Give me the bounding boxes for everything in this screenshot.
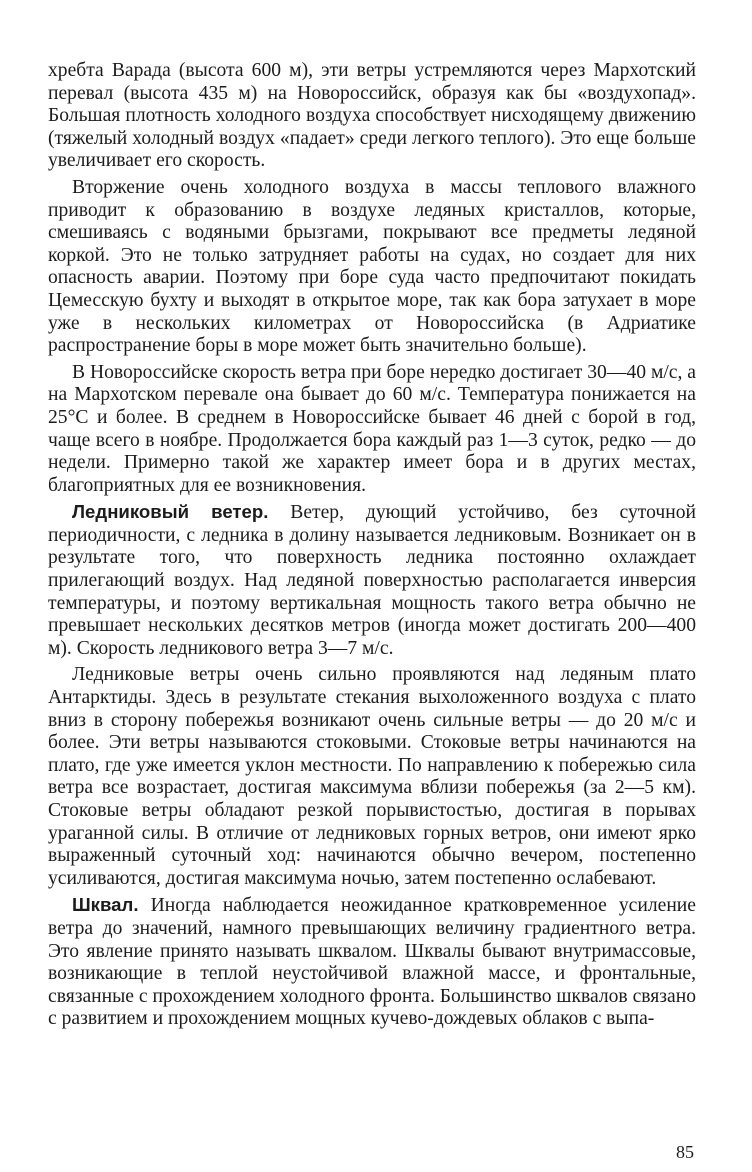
paragraph-antarctic-katabatic [48,664,696,890]
paragraph-novorossiysk-speed [48,362,696,498]
section-heading-glacier-wind: Ледниковый ветер. [72,501,269,523]
paragraph-bora-continuation [48,60,696,173]
paragraph-text: хребта Варада (высота 600 м), эти ветры устремляются через Мархотский перевал (высота 435 м) на Новороссийск, образуя как бы «воздухопад». Большая плотность холодного воздуха способствует нисходящему движению (тяжелый холодный воздух «падает» среди легкого теплого). Это еще больше увеличивает его скорость. [48,60,696,172]
paragraph-text: Иногда наблюдается неожиданное кратковременное усиление ветра до значений, намного превышающих величину градиентного ветра. Это явление принято называть шквалом. Шквалы бывают внутримассовые, возникающие в теплой неустойчивой влажной массе, и фронтальные, связанные с прохождением холодного фронта. Большинство шквалов связано с развитием и прохождением мощных кучево-дождевых облаков с выпа- [48,895,696,1030]
paragraph-text: В Новороссийске скорость ветра при боре нередко достигает 30—40 м/с, а на Мархотском перевале она бывает до 60 м/с. Температура понижается на 25°С и более. В среднем в Новороссийске бывает 46 дней с борой в год, чаще всего в ноябре. Продолжается бора каждый раз 1—3 суток, редко — до недели. Примерно такой же характер имеет бора и в других местах, благоприятных для ее возникновения. [48,361,696,496]
paragraph-ice-crystals [48,177,696,358]
paragraph-squall [48,894,696,1031]
paragraph-text: Ледниковые ветры очень сильно проявляются над ледяным плато Антарктиды. Здесь в результате стекания выхоложенного воздуха с плато вниз в сторону побережья возникают очень сильные ветры — до 20 м/с и более. Эти ветры называются стоковыми. Стоковые ветры начинаются на плато, где уже имеется уклон местности. По направлению к побережью сила ветра все возрастает, достигая максимума вблизи побережья (за 2—5 км). Стоковые ветры обладают резкой порывистостью, достигая в порывах ураганной силы. В отличие от ледниковых горных ветров, они имеют ярко выраженный суточный ход: начинаются обычно вечером, постепенно усиливаются, достигая максимума ночью, затем постепенно ослабевают. [48,664,696,889]
page-body [48,60,696,1035]
paragraph-text: Ветер, дующий устойчиво, без суточной периодичности, с ледника в долину называется ледниковым. Возникает он в результате того, что поверхность ледника постоянно охлаждает прилегающий воздух. Над ледяной поверхностью располагается инверсия температуры, и поэтому вертикальная мощность такого ветра обычно не превышает нескольких десятков метров (иногда может достигать 200—400 м). Скорость ледникового ветра 3—7 м/с. [48,502,696,659]
paragraph-text: Вторжение очень холодного воздуха в массы теплового влажного приводит к образованию в воздухе ледяных кристаллов, которые, смешиваясь с водяными брызгами, покрывают все предметы ледяной коркой. Это не только затрудняет работы на судах, но создает для них опасность аварии. Поэтому при боре суда часто предпочитают покидать Цемесскую бухту и выходят в открытое море, так как бора затухает в море уже в нескольких километрах от Новороссийска (в Адриатике распространение боры в море может быть значительно больше). [48,176,696,357]
section-heading-squall: Шквал. [72,894,139,916]
page-number: 85 [676,1142,694,1162]
paragraph-glacier-wind [48,501,696,660]
